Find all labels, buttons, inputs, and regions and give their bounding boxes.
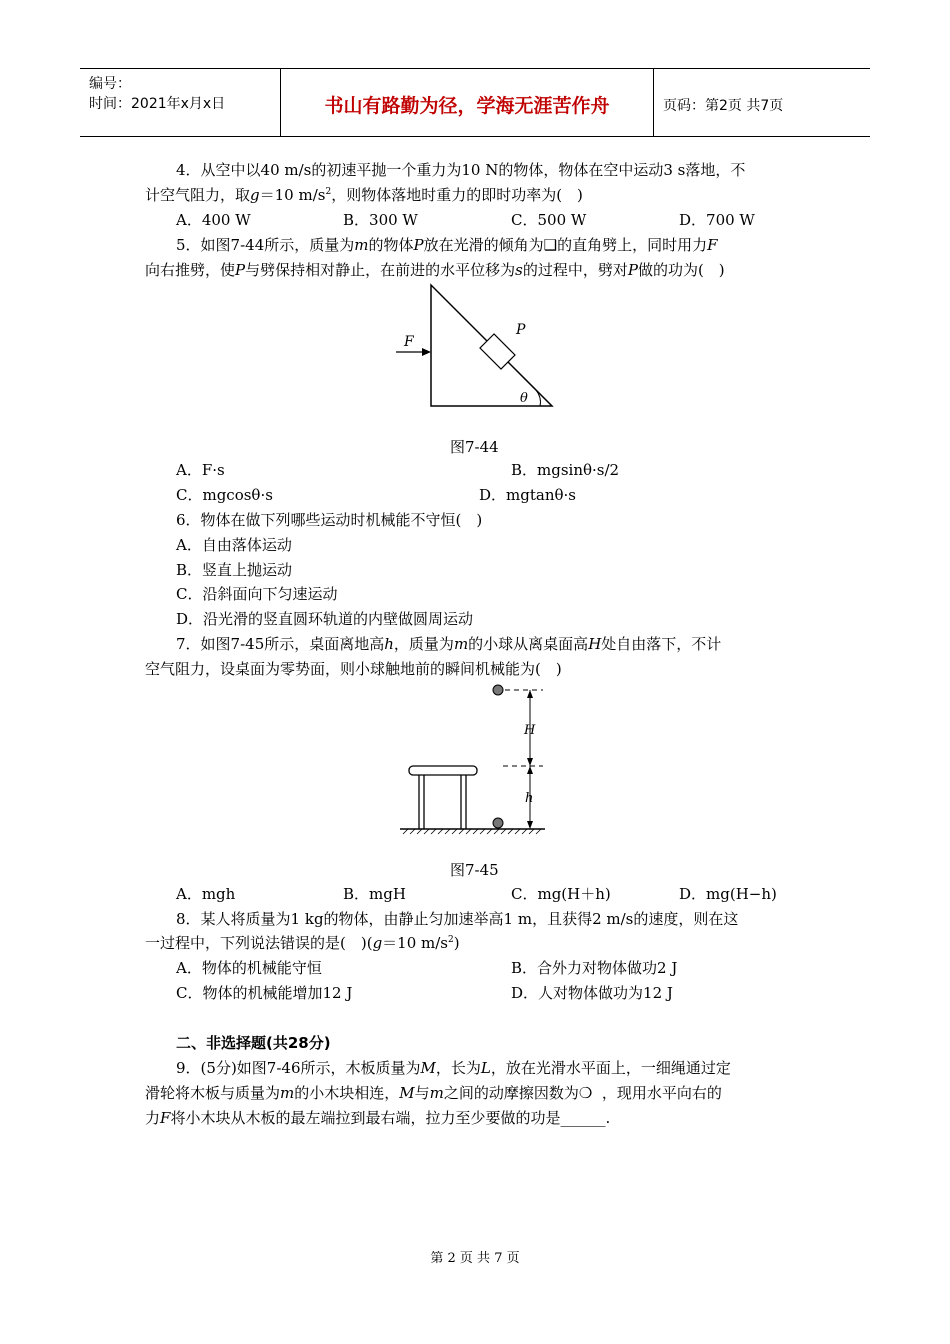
time-label: 时间：2021年x月x日: [89, 96, 226, 112]
label-P: P: [516, 322, 526, 338]
figure-7-44-wedge: [390, 280, 570, 415]
label-F: F: [404, 334, 414, 350]
arrow-H-bottom: [527, 758, 533, 766]
serial-label: 编号：: [89, 76, 131, 92]
q4-option-b: B．300 W: [343, 211, 418, 229]
ball-ground: [493, 818, 503, 828]
q7-option-c: C．mg(H＋h): [511, 885, 611, 903]
q7-line2: 空气阻力，设桌面为零势面，则小球触地前的瞬间机械能为( ): [145, 660, 562, 678]
arrow-h-top: [527, 766, 533, 774]
figure-7-44-caption: 图7-44: [450, 438, 499, 456]
q5-option-a: A．F·s: [176, 461, 225, 479]
page-header: [80, 68, 870, 137]
q8-line2: 一过程中，下列说法错误的是( )(g＝10 $m/s^2$): [145, 934, 460, 952]
q6-option-c: C．沿斜面向下匀速运动: [176, 585, 338, 603]
figure-7-45-table-ball: [395, 680, 555, 838]
q7-line1: 7．如图7-45所示，桌面离地高h，质量为m的小球从离桌面高H处自由落下，不计: [176, 635, 722, 653]
page-footer: 第 2 页 共 7 页: [430, 1251, 520, 1266]
arrow-h-bottom: [527, 821, 533, 829]
header-page-cell: [654, 69, 870, 136]
q5-option-b: B．mgsinθ·s/2: [511, 461, 620, 479]
theta-box-glyph: ❑: [543, 236, 558, 254]
q4-option-d: D．700 W: [679, 211, 755, 229]
q8-option-a: A．物体的机械能守恒: [176, 959, 322, 977]
q8-option-c: C．物体的机械能增加12 J: [176, 984, 353, 1002]
ball-top: [493, 685, 503, 695]
label-theta: θ: [520, 391, 528, 406]
motto: 书山有路勤为径，学海无涯苦作舟: [324, 95, 610, 117]
header-motto-cell: [281, 69, 654, 136]
q4-option-a: A．400 W: [176, 211, 251, 229]
q5-line2: 向右推劈，使P与劈保持相对静止，在前进的水平位移为s的过程中，劈对P做的功为( ): [145, 261, 725, 279]
force-arrow-head: [422, 348, 431, 356]
page-info: 页码：第2页 共7页: [663, 98, 784, 114]
section-2-heading: 二、非选择题(共28分): [176, 1034, 331, 1052]
label-h: h: [525, 791, 534, 806]
q6-stem: 6．物体在做下列哪些运动时机械能不守恒( ): [176, 511, 483, 529]
q6-option-a: A．自由落体运动: [176, 536, 292, 554]
q5-option-c: C．mgcosθ·s: [176, 486, 273, 504]
q4-line2: 计空气阻力，取g＝10 $m/s^2$，则物体落地时重力的即时功率为( ): [145, 186, 583, 204]
q5-option-d: D．mgtanθ·s: [479, 486, 576, 504]
q7-option-d: D．mg(H−h): [679, 885, 777, 903]
q4-line1: 4．从空中以40 m/s的初速平抛一个重力为10 N的物体，物体在空中运动3 s落地，不: [176, 161, 746, 179]
mu-glyph: ❍: [578, 1084, 593, 1102]
q6-option-b: B．竖直上抛运动: [176, 561, 293, 579]
label-H: H: [524, 723, 536, 738]
figure-7-45-caption: 图7-45: [450, 861, 499, 879]
q5-line1: 5．如图7-44所示，质量为m的物体P放在光滑的倾角为❑的直角劈上，同时用力F: [176, 236, 718, 254]
q8-option-b: B．合外力对物体做功2 J: [511, 959, 678, 977]
q4-option-c: C．500 W: [511, 211, 587, 229]
q8-line1: 8．某人将质量为1 kg的物体，由静止匀加速举高1 m，且获得2 m/s的速度，则在这: [176, 910, 739, 928]
q7-option-a: A．mgh: [176, 885, 236, 903]
q9-line1: 9．(5分)如图7-46所示，木板质量为M，长为L，放在光滑水平面上，一细绳通过定: [176, 1059, 731, 1077]
q6-option-d: D．沿光滑的竖直圆环轨道的内壁做圆周运动: [176, 610, 474, 628]
q9-line3: 力F将小木块从木板的最左端拉到最右端，拉力至少要做的功是______.: [145, 1109, 611, 1127]
q9-line2: 滑轮将木板与质量为m的小木块相连，M与m之间的动摩擦因数为❍ ，现用水平向右的: [145, 1084, 722, 1102]
header-info-cell: [80, 69, 281, 136]
q7-option-b: B．mgH: [343, 885, 406, 903]
q8-option-d: D．人对物体做功为12 J: [511, 984, 673, 1002]
table-top: [409, 766, 477, 775]
arrow-H-top: [527, 690, 533, 698]
